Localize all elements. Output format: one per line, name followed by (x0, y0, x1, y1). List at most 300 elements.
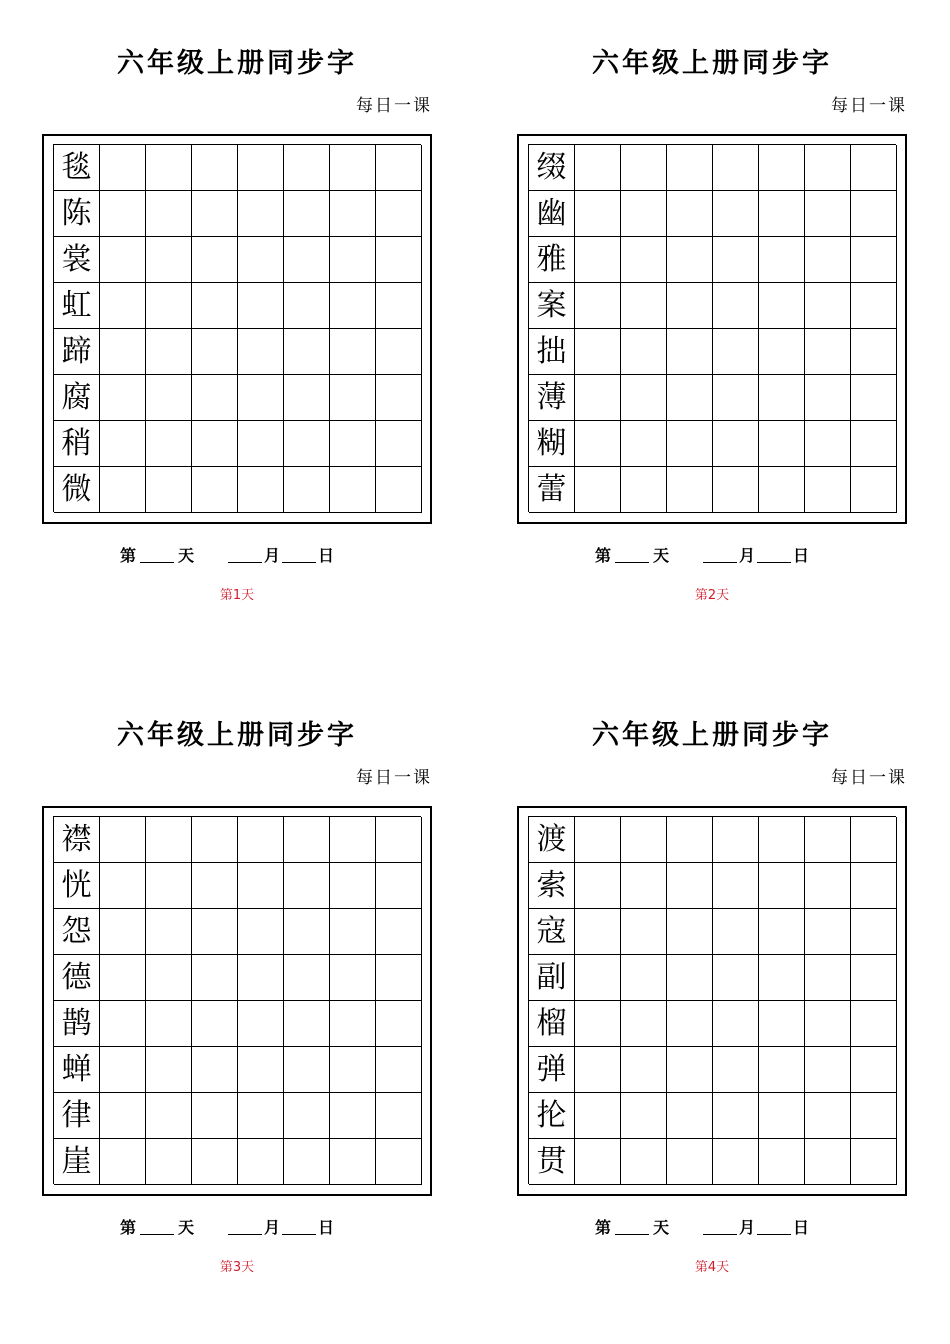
practice-cell[interactable] (376, 1047, 422, 1093)
model-character-cell: 渡 (529, 817, 575, 863)
practice-cell[interactable] (146, 467, 192, 513)
practice-cell[interactable] (575, 1047, 621, 1093)
practice-cell[interactable] (759, 955, 805, 1001)
model-character-cell: 裳 (54, 237, 100, 283)
practice-cell[interactable] (330, 1047, 376, 1093)
practice-cell[interactable] (100, 237, 146, 283)
practice-cell[interactable] (575, 1001, 621, 1047)
practice-cell[interactable] (575, 283, 621, 329)
practice-cell[interactable] (805, 421, 851, 467)
practice-cell[interactable] (192, 145, 238, 191)
practice-cell[interactable] (575, 467, 621, 513)
worksheet-1 (42, 8, 442, 603)
practice-cell[interactable] (192, 467, 238, 513)
practice-cell[interactable] (713, 1139, 759, 1185)
practice-cell[interactable] (713, 329, 759, 375)
practice-cell[interactable] (330, 237, 376, 283)
practice-cell[interactable] (330, 283, 376, 329)
worksheet-subtitle: 每日一课 (356, 96, 432, 116)
model-character-cell: 蹄 (54, 329, 100, 375)
date-line (595, 1214, 809, 1242)
practice-cell[interactable] (621, 1001, 667, 1047)
practice-cell[interactable] (192, 237, 238, 283)
practice-cell[interactable] (284, 375, 330, 421)
practice-cell[interactable] (330, 909, 376, 955)
practice-cell[interactable] (238, 1001, 284, 1047)
practice-cell[interactable] (146, 909, 192, 955)
practice-cell[interactable] (376, 421, 422, 467)
practice-cell[interactable] (146, 421, 192, 467)
practice-cell[interactable] (667, 145, 713, 191)
practice-cell[interactable] (759, 1001, 805, 1047)
practice-cell[interactable] (805, 1047, 851, 1093)
practice-cell[interactable] (284, 329, 330, 375)
practice-cell[interactable] (759, 1093, 805, 1139)
practice-cell[interactable] (238, 237, 284, 283)
practice-cell[interactable] (805, 863, 851, 909)
worksheet-title: 六年级上册同步字 (117, 720, 357, 751)
date-blank[interactable] (757, 1218, 791, 1235)
practice-cell[interactable] (805, 145, 851, 191)
practice-cell[interactable] (759, 1139, 805, 1185)
practice-cell[interactable] (238, 955, 284, 1001)
practice-cell[interactable] (759, 467, 805, 513)
practice-cell[interactable] (621, 375, 667, 421)
practice-cell[interactable] (851, 145, 897, 191)
practice-cell[interactable] (100, 375, 146, 421)
practice-cell[interactable] (238, 863, 284, 909)
practice-cell[interactable] (146, 1093, 192, 1139)
model-character-cell: 蕾 (529, 467, 575, 513)
practice-cell[interactable] (713, 909, 759, 955)
practice-cell[interactable] (330, 1093, 376, 1139)
practice-cell[interactable] (238, 467, 284, 513)
worksheet-title: 六年级上册同步字 (592, 48, 832, 79)
day-number-blank[interactable] (615, 1218, 649, 1235)
model-character-cell: 虹 (54, 283, 100, 329)
practice-cell[interactable] (759, 817, 805, 863)
practice-cell[interactable] (376, 1001, 422, 1047)
practice-cell[interactable] (284, 1093, 330, 1139)
worksheet-subtitle: 每日一课 (831, 768, 907, 788)
month-label: 月 (739, 1218, 756, 1237)
worksheet-title: 六年级上册同步字 (117, 48, 357, 79)
worksheet-subtitle: 每日一课 (831, 96, 907, 116)
practice-cell[interactable] (376, 375, 422, 421)
practice-cell[interactable] (575, 817, 621, 863)
model-character-cell: 稍 (54, 421, 100, 467)
practice-cell[interactable] (575, 191, 621, 237)
practice-cell[interactable] (621, 191, 667, 237)
practice-cell[interactable] (575, 237, 621, 283)
practice-cell[interactable] (238, 909, 284, 955)
practice-cell[interactable] (805, 283, 851, 329)
practice-cell[interactable] (330, 375, 376, 421)
practice-cell[interactable] (621, 283, 667, 329)
practice-cell[interactable] (667, 237, 713, 283)
practice-cell[interactable] (575, 909, 621, 955)
month-blank[interactable] (228, 546, 262, 563)
practice-cell[interactable] (146, 375, 192, 421)
practice-cell[interactable] (667, 1001, 713, 1047)
practice-cell[interactable] (146, 1001, 192, 1047)
model-character-cell: 雅 (529, 237, 575, 283)
practice-cell[interactable] (759, 1047, 805, 1093)
practice-cell[interactable] (146, 237, 192, 283)
day-prefix: 第 (595, 546, 612, 565)
practice-cell[interactable] (805, 375, 851, 421)
practice-cell[interactable] (376, 467, 422, 513)
practice-cell[interactable] (759, 145, 805, 191)
day-number-blank[interactable] (140, 546, 174, 563)
date-line (595, 542, 809, 570)
practice-cell[interactable] (376, 237, 422, 283)
day-label: 第1天 (219, 588, 255, 603)
model-character-cell: 贯 (529, 1139, 575, 1185)
practice-cell[interactable] (192, 1093, 238, 1139)
practice-cell[interactable] (713, 237, 759, 283)
practice-cell[interactable] (146, 863, 192, 909)
practice-cell[interactable] (192, 283, 238, 329)
practice-cell[interactable] (100, 909, 146, 955)
model-character-cell: 榴 (529, 1001, 575, 1047)
practice-cell[interactable] (192, 1139, 238, 1185)
date-label: 日 (318, 546, 335, 565)
practice-cell[interactable] (621, 421, 667, 467)
practice-cell[interactable] (621, 329, 667, 375)
practice-cell[interactable] (851, 1093, 897, 1139)
day-suffix: 天 (653, 546, 670, 565)
practice-cell[interactable] (851, 909, 897, 955)
practice-cell[interactable] (805, 329, 851, 375)
practice-cell[interactable] (667, 817, 713, 863)
date-blank[interactable] (282, 546, 316, 563)
practice-cell[interactable] (713, 145, 759, 191)
practice-cell[interactable] (376, 145, 422, 191)
model-character-cell: 微 (54, 467, 100, 513)
practice-cell[interactable] (621, 955, 667, 1001)
practice-cell[interactable] (667, 1139, 713, 1185)
practice-cell[interactable] (100, 421, 146, 467)
practice-cell[interactable] (713, 1001, 759, 1047)
practice-cell[interactable] (238, 1093, 284, 1139)
practice-cell[interactable] (192, 329, 238, 375)
model-character-cell: 毯 (54, 145, 100, 191)
practice-cell[interactable] (621, 1139, 667, 1185)
practice-cell[interactable] (146, 145, 192, 191)
practice-cell[interactable] (575, 863, 621, 909)
practice-cell[interactable] (146, 283, 192, 329)
practice-cell[interactable] (330, 1001, 376, 1047)
practice-cell[interactable] (146, 329, 192, 375)
practice-cell[interactable] (284, 863, 330, 909)
practice-cell[interactable] (759, 191, 805, 237)
worksheet-subtitle: 每日一课 (356, 768, 432, 788)
model-character-cell: 腐 (54, 375, 100, 421)
worksheet-4 (517, 680, 917, 1275)
practice-cell[interactable] (100, 191, 146, 237)
practice-cell[interactable] (100, 817, 146, 863)
practice-cell[interactable] (805, 1001, 851, 1047)
practice-cell[interactable] (621, 467, 667, 513)
practice-cell[interactable] (805, 191, 851, 237)
model-character-cell: 薄 (529, 375, 575, 421)
practice-cell[interactable] (284, 1047, 330, 1093)
practice-cell[interactable] (667, 375, 713, 421)
practice-cell[interactable] (759, 421, 805, 467)
practice-cell[interactable] (575, 329, 621, 375)
practice-cell[interactable] (667, 283, 713, 329)
practice-cell[interactable] (192, 863, 238, 909)
practice-cell[interactable] (575, 955, 621, 1001)
practice-cell[interactable] (330, 145, 376, 191)
practice-cell[interactable] (759, 283, 805, 329)
practice-cell[interactable] (851, 955, 897, 1001)
practice-cell[interactable] (667, 955, 713, 1001)
model-character-cell: 怨 (54, 909, 100, 955)
practice-cell[interactable] (621, 1093, 667, 1139)
practice-cell[interactable] (192, 955, 238, 1001)
practice-cell[interactable] (376, 191, 422, 237)
month-blank[interactable] (703, 546, 737, 563)
practice-cell[interactable] (621, 237, 667, 283)
practice-cell[interactable] (100, 145, 146, 191)
worksheet-3 (42, 680, 442, 1275)
practice-cell[interactable] (330, 467, 376, 513)
date-label: 日 (793, 1218, 810, 1237)
practice-cell[interactable] (284, 421, 330, 467)
date-blank[interactable] (282, 1218, 316, 1235)
practice-cell[interactable] (713, 191, 759, 237)
practice-cell[interactable] (667, 329, 713, 375)
practice-cell[interactable] (759, 863, 805, 909)
practice-cell[interactable] (713, 955, 759, 1001)
practice-cell[interactable] (759, 909, 805, 955)
model-character-cell: 副 (529, 955, 575, 1001)
practice-cell[interactable] (376, 1139, 422, 1185)
practice-cell[interactable] (192, 1001, 238, 1047)
worksheet-2 (517, 8, 917, 603)
practice-cell[interactable] (100, 1001, 146, 1047)
practice-cell[interactable] (805, 817, 851, 863)
practice-cell[interactable] (330, 817, 376, 863)
day-suffix: 天 (178, 1218, 195, 1237)
model-character-cell: 糊 (529, 421, 575, 467)
practice-cell[interactable] (146, 817, 192, 863)
practice-cell[interactable] (238, 283, 284, 329)
practice-cell[interactable] (667, 1093, 713, 1139)
practice-cell[interactable] (238, 1139, 284, 1185)
practice-cell[interactable] (330, 191, 376, 237)
practice-cell[interactable] (330, 421, 376, 467)
practice-cell[interactable] (330, 329, 376, 375)
model-character-cell: 律 (54, 1093, 100, 1139)
practice-cell[interactable] (575, 375, 621, 421)
month-blank[interactable] (703, 1218, 737, 1235)
model-character-cell: 襟 (54, 817, 100, 863)
practice-frame (517, 134, 907, 524)
practice-cell[interactable] (330, 1139, 376, 1185)
practice-grid (528, 144, 896, 512)
practice-cell[interactable] (851, 375, 897, 421)
practice-cell[interactable] (667, 421, 713, 467)
practice-cell[interactable] (376, 863, 422, 909)
practice-cell[interactable] (805, 1139, 851, 1185)
worksheet-title: 六年级上册同步字 (592, 720, 832, 751)
practice-cell[interactable] (284, 237, 330, 283)
practice-cell[interactable] (805, 467, 851, 513)
date-line (120, 1214, 334, 1242)
practice-cell[interactable] (146, 191, 192, 237)
practice-cell[interactable] (667, 467, 713, 513)
practice-cell[interactable] (376, 329, 422, 375)
practice-cell[interactable] (100, 283, 146, 329)
practice-cell[interactable] (667, 191, 713, 237)
model-character-cell: 陈 (54, 191, 100, 237)
day-suffix: 天 (178, 546, 195, 565)
practice-cell[interactable] (759, 237, 805, 283)
practice-cell[interactable] (284, 191, 330, 237)
day-label: 第4天 (694, 1260, 730, 1275)
practice-cell[interactable] (192, 817, 238, 863)
practice-frame (517, 806, 907, 1196)
practice-cell[interactable] (805, 237, 851, 283)
practice-cell[interactable] (238, 375, 284, 421)
day-label: 第3天 (219, 1260, 255, 1275)
practice-cell[interactable] (851, 237, 897, 283)
practice-cell[interactable] (238, 1047, 284, 1093)
practice-cell[interactable] (238, 421, 284, 467)
practice-cell[interactable] (621, 863, 667, 909)
practice-cell[interactable] (192, 1047, 238, 1093)
practice-frame (42, 134, 432, 524)
month-blank[interactable] (228, 1218, 262, 1235)
practice-cell[interactable] (759, 329, 805, 375)
practice-cell[interactable] (575, 145, 621, 191)
practice-cell[interactable] (238, 817, 284, 863)
model-character-cell: 恍 (54, 863, 100, 909)
practice-cell[interactable] (376, 955, 422, 1001)
model-character-cell: 抡 (529, 1093, 575, 1139)
day-number-blank[interactable] (140, 1218, 174, 1235)
model-character-cell: 德 (54, 955, 100, 1001)
practice-cell[interactable] (192, 191, 238, 237)
practice-cell[interactable] (851, 421, 897, 467)
practice-cell[interactable] (851, 1001, 897, 1047)
practice-cell[interactable] (759, 375, 805, 421)
practice-cell[interactable] (621, 817, 667, 863)
practice-cell[interactable] (621, 909, 667, 955)
practice-cell[interactable] (713, 863, 759, 909)
practice-cell[interactable] (621, 145, 667, 191)
practice-cell[interactable] (621, 1047, 667, 1093)
practice-cell[interactable] (284, 1139, 330, 1185)
practice-cell[interactable] (330, 863, 376, 909)
practice-cell[interactable] (713, 817, 759, 863)
practice-cell[interactable] (284, 955, 330, 1001)
model-character-cell: 案 (529, 283, 575, 329)
practice-cell[interactable] (284, 817, 330, 863)
practice-cell[interactable] (284, 909, 330, 955)
practice-cell[interactable] (284, 467, 330, 513)
practice-grid (53, 144, 421, 512)
month-label: 月 (264, 1218, 281, 1237)
practice-cell[interactable] (805, 955, 851, 1001)
practice-cell[interactable] (713, 467, 759, 513)
practice-cell[interactable] (376, 283, 422, 329)
day-prefix: 第 (595, 1218, 612, 1237)
practice-cell[interactable] (667, 863, 713, 909)
practice-cell[interactable] (330, 955, 376, 1001)
practice-cell[interactable] (192, 421, 238, 467)
practice-grid (528, 816, 896, 1184)
practice-cell[interactable] (376, 817, 422, 863)
practice-cell[interactable] (575, 1139, 621, 1185)
practice-cell[interactable] (713, 375, 759, 421)
day-suffix: 天 (653, 1218, 670, 1237)
practice-cell[interactable] (238, 191, 284, 237)
practice-cell[interactable] (575, 421, 621, 467)
practice-cell[interactable] (851, 1139, 897, 1185)
practice-cell[interactable] (805, 1093, 851, 1139)
model-character-cell: 弹 (529, 1047, 575, 1093)
practice-cell[interactable] (238, 145, 284, 191)
practice-cell[interactable] (238, 329, 284, 375)
practice-cell[interactable] (851, 191, 897, 237)
practice-cell[interactable] (575, 1093, 621, 1139)
practice-cell[interactable] (713, 1093, 759, 1139)
practice-cell[interactable] (851, 283, 897, 329)
practice-cell[interactable] (851, 817, 897, 863)
date-label: 日 (793, 546, 810, 565)
practice-cell[interactable] (851, 1047, 897, 1093)
practice-cell[interactable] (100, 863, 146, 909)
practice-cell[interactable] (192, 909, 238, 955)
model-character-cell: 幽 (529, 191, 575, 237)
practice-cell[interactable] (192, 375, 238, 421)
practice-cell[interactable] (376, 909, 422, 955)
practice-cell[interactable] (100, 467, 146, 513)
practice-cell[interactable] (100, 1139, 146, 1185)
practice-cell[interactable] (146, 1047, 192, 1093)
practice-cell[interactable] (284, 145, 330, 191)
practice-cell[interactable] (851, 467, 897, 513)
practice-cell[interactable] (667, 909, 713, 955)
practice-cell[interactable] (146, 955, 192, 1001)
practice-cell[interactable] (713, 283, 759, 329)
practice-cell[interactable] (805, 909, 851, 955)
practice-cell[interactable] (100, 955, 146, 1001)
practice-cell[interactable] (146, 1139, 192, 1185)
model-character-cell: 蝉 (54, 1047, 100, 1093)
practice-frame (42, 806, 432, 1196)
practice-cell[interactable] (100, 329, 146, 375)
practice-cell[interactable] (667, 1047, 713, 1093)
day-prefix: 第 (120, 1218, 137, 1237)
practice-cell[interactable] (284, 283, 330, 329)
practice-cell[interactable] (100, 1047, 146, 1093)
practice-cell[interactable] (851, 329, 897, 375)
practice-cell[interactable] (851, 863, 897, 909)
date-line (120, 542, 334, 570)
practice-cell[interactable] (376, 1093, 422, 1139)
practice-cell[interactable] (713, 421, 759, 467)
practice-cell[interactable] (284, 1001, 330, 1047)
date-blank[interactable] (757, 546, 791, 563)
practice-cell[interactable] (100, 1093, 146, 1139)
day-number-blank[interactable] (615, 546, 649, 563)
practice-cell[interactable] (713, 1047, 759, 1093)
